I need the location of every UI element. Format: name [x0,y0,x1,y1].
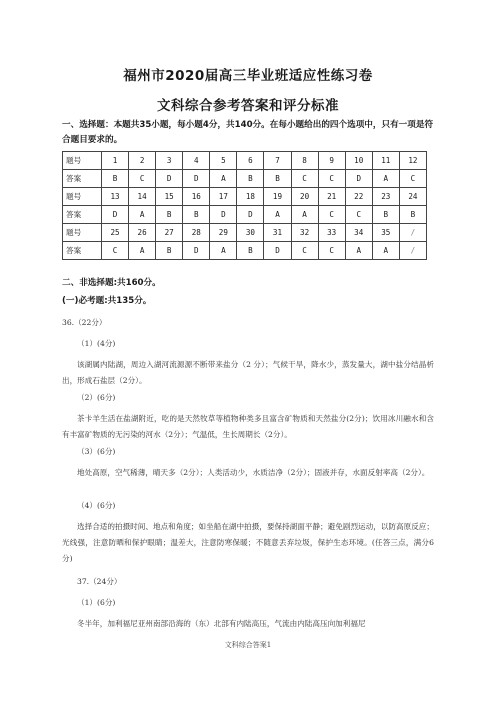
row-label-question: 题号 [63,188,102,206]
answer-cell: D [210,206,237,224]
answer-cell: A [372,242,399,260]
answer-cell: A [129,206,156,224]
answer-cell: B [399,206,426,224]
answer-cell: A [345,242,372,260]
document-subtitle: 文科综合参考答案和评分标准 [157,98,339,114]
q36-part1-text: 该湖属内陆湖，周边入湖河流源源不断带来盐分（2 分）；气候干旱，降水少，蒸发量大，湖中盐分结晶析出，形成石盐层（2分）。 [62,360,434,385]
row-label-question: 题号 [63,152,102,170]
answer-table [62,151,427,260]
question-number-cell: 15 [156,188,183,206]
question-number-cell: 18 [237,188,264,206]
answer-cell: C [291,242,318,260]
page-footer: 文科综合答案1 [224,641,272,649]
answer-cell: D [156,170,183,188]
question-number-cell: 31 [264,224,291,242]
question-number-cell: 8 [291,152,318,170]
question-number-cell: 26 [129,224,156,242]
row-label-question: 题号 [63,224,102,242]
answer-cell: B [156,206,183,224]
table-row-answers [63,242,427,260]
question-number-cell: 28 [183,224,210,242]
question-number-cell: 10 [345,152,372,170]
answer-cell: C [102,242,129,260]
answer-cell: A [129,242,156,260]
question-number-cell: 6 [237,152,264,170]
question-number-cell: 9 [318,152,345,170]
question-number-cell: 32 [291,224,318,242]
question-number-cell: 17 [210,188,237,206]
q36-part2-label: （2）(6分) [77,393,116,402]
answer-cell: B [156,242,183,260]
question-number-cell: 20 [291,188,318,206]
question-number-cell: 25 [102,224,129,242]
section1-heading: 一、选择题：本题共35小题，每小题4分，共140分。在每小题给出的四个选项中，只有一项是符合题目要求的。 [62,120,434,145]
question-number-cell: 23 [372,188,399,206]
question-number-cell: 3 [156,152,183,170]
question-number-cell: 1 [102,152,129,170]
answer-cell: A [372,170,399,188]
table-row-questions [63,224,427,242]
q37-part1-label: （1）(6分) [77,598,116,607]
row-label-answer: 答案 [63,170,102,188]
q36-label: 36.（22分） [62,318,107,327]
question-number-cell: 16 [183,188,210,206]
q37-part1-text: 冬半年，加利福尼亚州南部沿海的（东）北部有内陆高压，气流由内陆高压向加利福尼 [77,619,366,628]
answer-cell: C [399,170,426,188]
question-number-cell: 5 [210,152,237,170]
question-number-cell: / [399,224,426,242]
row-label-answer: 答案 [63,242,102,260]
question-number-cell: 35 [372,224,399,242]
answer-cell: C [318,170,345,188]
table-row-answers [63,206,427,224]
table-row-questions [63,152,427,170]
question-number-cell: 34 [345,224,372,242]
answer-cell: D [183,242,210,260]
q36-part4-label: （4）(6分) [77,501,116,510]
question-number-cell: 14 [129,188,156,206]
answer-cell: C [345,206,372,224]
answer-cell: D [183,170,210,188]
answer-cell: B [102,170,129,188]
question-number-cell: 7 [264,152,291,170]
question-number-cell: 33 [318,224,345,242]
question-number-cell: 27 [156,224,183,242]
q36-part3-label: （3）(6分) [77,447,116,456]
answer-cell: A [210,242,237,260]
table-row-answers [63,170,427,188]
answer-cell: D [345,170,372,188]
document-title: 福州市2020届高三毕业班适应性练习卷 [123,68,373,84]
answer-cell: D [102,206,129,224]
question-number-cell: 30 [237,224,264,242]
answer-cell: B [183,206,210,224]
question-number-cell: 11 [372,152,399,170]
question-number-cell: 12 [399,152,426,170]
answer-cell: B [237,242,264,260]
question-number-cell: 19 [264,188,291,206]
q37-label: 37.（24分） [77,577,122,586]
q36-part3-text: 地处高原，空气稀薄，晴天多（2分）；人类活动少，水质洁净（2分）；固液并存，水面反射率高（2分）。 [77,468,430,477]
question-number-cell: 2 [129,152,156,170]
answer-cell: C [129,170,156,188]
question-number-cell: 4 [183,152,210,170]
answer-cell: / [399,242,426,260]
answer-cell: B [372,206,399,224]
row-label-answer: 答案 [63,206,102,224]
q36-part2-text: 茶卡羊生活在盐湖附近，吃的是天然牧草等植物种类多且富含矿物质和天然盐分(2分)；饮用冰川融水和含有丰富矿物质的无污染的河水（2分）；气温低，生长周期长（2分）。 [62,414,434,439]
answer-cell: C [318,242,345,260]
answer-cell: D [237,206,264,224]
question-number-cell: 22 [345,188,372,206]
answer-cell: A [291,206,318,224]
section2a-heading: (一)必考题:共135分。 [62,296,152,306]
answer-cell: D [264,242,291,260]
question-number-cell: 13 [102,188,129,206]
answer-cell: C [291,170,318,188]
question-number-cell: 29 [210,224,237,242]
table-row-questions [63,188,427,206]
section2-heading: 二、非选择题:共160分。 [62,278,161,288]
answer-cell: B [264,170,291,188]
q36-part1-label: （1）(4分) [77,339,116,348]
question-number-cell: 24 [399,188,426,206]
answer-cell: A [264,206,291,224]
q36-part4-text: 选择合适的拍摄时间、地点和角度；如坐船在湖中拍摄，要保持湖面平静；避免剧烈运动，以防高原反应；光线强，注意防晒和保护眼睛；温差大，注意防寒保暖；不随意丢弃垃圾，保护生态环境。(任答三点，满分6分) [62,522,434,563]
answer-cell: B [237,170,264,188]
answer-cell: C [318,206,345,224]
answer-cell: A [210,170,237,188]
question-number-cell: 21 [318,188,345,206]
